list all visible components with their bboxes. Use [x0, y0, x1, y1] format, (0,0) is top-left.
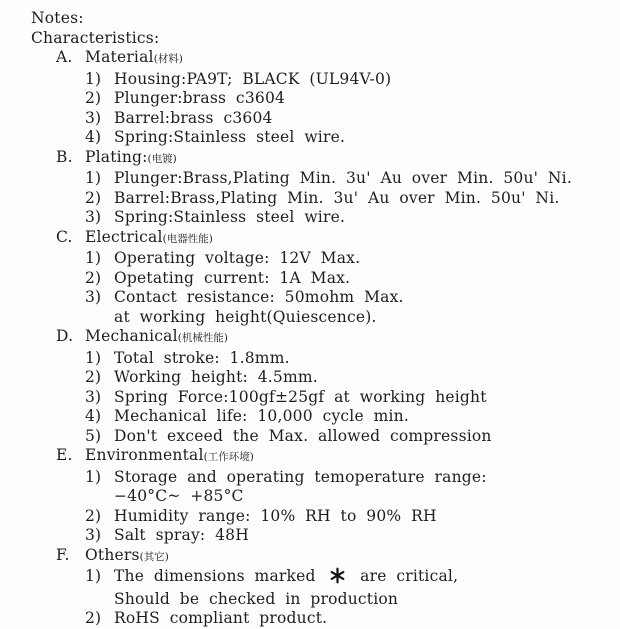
line-label: 2) [85, 89, 102, 107]
line-label: F. [56, 545, 70, 564]
line-text: Storage and operating temoperature range: [114, 467, 487, 486]
line-text: Barrel:brass c3604 [114, 108, 273, 127]
doc-line [0, 526, 620, 546]
doc-line [0, 288, 620, 308]
line-label: 2) [85, 188, 102, 207]
line-text: Environmental [85, 446, 204, 464]
line-text: Plunger:brass c3604 [114, 89, 286, 107]
doc-line [0, 546, 620, 568]
doc-line [0, 388, 620, 408]
line-label: 3) [85, 208, 102, 226]
line-text: Total stroke: 1.8mm. [114, 348, 290, 367]
line-text: Notes: [31, 9, 84, 27]
doc-line [0, 70, 620, 90]
doc-line [0, 468, 620, 488]
line-cn-annotation: (其它) [139, 550, 169, 563]
doc-line [0, 308, 620, 328]
line-label: 1) [85, 169, 102, 187]
line-label: D. [56, 327, 74, 345]
line-text: Spring:Stainless steel wire. [114, 128, 346, 146]
line-label: A. [56, 48, 73, 66]
line-text: Electrical [85, 227, 163, 246]
doc-line [0, 507, 620, 527]
line-text: Working height: 4.5mm. [114, 368, 318, 386]
doc-line [0, 427, 620, 447]
doc-line [0, 228, 620, 250]
line-label: 2) [85, 506, 102, 525]
doc-line [0, 590, 620, 610]
line-label: 1) [85, 249, 102, 267]
line-label: 1) [85, 467, 102, 486]
line-cn-annotation: (材料) [153, 53, 183, 65]
line-text: Material [85, 48, 154, 66]
line-text: Plating: [85, 147, 148, 166]
line-cn-annotation: (电器性能) [162, 232, 213, 245]
doc-line [0, 349, 620, 369]
doc-line [0, 89, 620, 109]
doc-line [0, 189, 620, 209]
doc-line [0, 407, 620, 427]
doc-line [0, 609, 620, 629]
line-text: Plunger:Brass,Plating Min. 3u' Au over Min. 50u' Ni. [114, 169, 572, 187]
line-label: B. [56, 147, 73, 166]
doc-line [0, 368, 620, 388]
line-label: E. [56, 446, 73, 464]
doc-line [0, 249, 620, 269]
doc-line [0, 567, 620, 590]
line-text: RoHS compliant product. [114, 609, 328, 627]
line-text: Humidity range: 10% RH to 90% RH [114, 506, 437, 525]
line-text: Should be checked in production [114, 589, 399, 608]
doc-line [0, 208, 620, 228]
line-text: Operating voltage: 12V Max. [114, 249, 361, 267]
line-label: 2) [85, 609, 102, 627]
line-text: Mechanical [85, 327, 178, 345]
line-text: Salt spray: 48H [114, 526, 249, 544]
critical-asterisk-icon [325, 567, 350, 590]
doc-line [0, 148, 620, 170]
line-text: Others [85, 545, 140, 564]
line-label: 1) [85, 69, 102, 88]
line-text: Don't exceed the Max. allowed compression [114, 426, 492, 445]
doc-line [0, 109, 620, 129]
line-text: are critical, [350, 567, 459, 585]
line-cn-annotation: (电镀) [147, 152, 177, 165]
line-cn-annotation: (工作环境) [203, 451, 254, 463]
doc-line [0, 9, 620, 29]
doc-line [0, 128, 620, 148]
line-label: 4) [85, 407, 102, 425]
line-text: Contact resistance: 50mohm Max. [114, 288, 404, 306]
doc-line [0, 327, 620, 349]
line-text: Mechanical life: 10,000 cycle min. [114, 407, 409, 425]
line-label: 1) [85, 567, 102, 585]
line-text: Characteristics: [31, 28, 160, 47]
line-text: Housing:PA9T; BLACK (UL94V-0) [114, 69, 392, 88]
doc-line [0, 487, 620, 507]
line-label: C. [56, 227, 73, 246]
line-text: at working height(Quiescence). [114, 307, 377, 326]
line-label: 5) [85, 426, 102, 445]
line-label: 3) [85, 387, 102, 406]
line-cn-annotation: (机械性能) [177, 332, 228, 344]
line-label: 3) [85, 526, 102, 544]
line-label: 4) [85, 128, 102, 146]
line-label: 2) [85, 368, 102, 386]
doc-line [0, 446, 620, 468]
line-text: The dimensions marked [114, 567, 326, 585]
line-text: −40°C~ +85°C [114, 487, 244, 505]
line-label: 3) [85, 108, 102, 127]
doc-line [0, 48, 620, 70]
line-label: 3) [85, 288, 102, 306]
doc-line [0, 169, 620, 189]
line-label: 2) [85, 268, 102, 287]
line-text: Barrel:Brass,Plating Min. 3u' Au over Min. 50u' Ni. [114, 188, 560, 207]
doc-line [0, 29, 620, 49]
line-text: Spring:Stainless steel wire. [114, 208, 346, 226]
doc-line [0, 269, 620, 289]
line-label: 1) [85, 348, 102, 367]
line-text: Spring Force:100gf±25gf at working height [114, 387, 487, 406]
line-text: Opetating current: 1A Max. [114, 268, 351, 287]
